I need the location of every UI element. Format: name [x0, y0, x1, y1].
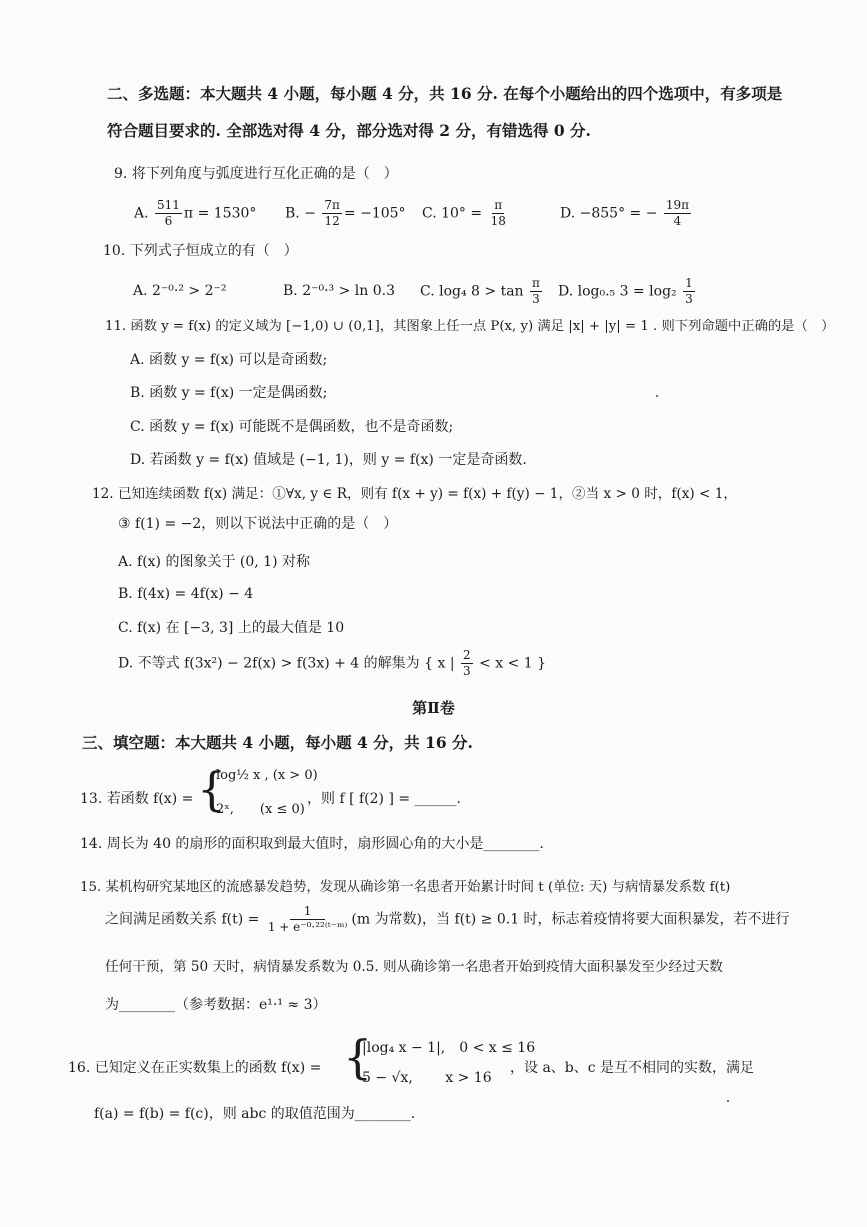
q9-c-fraction — [489, 198, 508, 229]
q15-fraction — [266, 904, 350, 935]
q15-line2 — [105, 904, 790, 935]
q15-fraction-den: 1 + e⁻⁰·²²⁽ᵗ⁻ᵐ⁾ — [267, 920, 348, 934]
q9-a-label: A. — [134, 205, 149, 222]
q9-b-label: B. − — [285, 205, 316, 222]
q12-option-a: A. f(x) 的图象关于 (0, 1) 对称 — [118, 554, 311, 570]
q16-case2: 5 − √x, x > 16 — [362, 1070, 492, 1086]
q16-line2: f(a) = f(b) = f(c)，则 abc 的取值范围为________. — [94, 1106, 416, 1122]
q10-d-num: 1 — [685, 276, 693, 290]
q11-option-a: A. 函数 y = f(x) 可以是奇函数; — [130, 352, 328, 368]
q10-c-fraction — [530, 276, 542, 307]
q9-a-num: 511 — [157, 198, 180, 212]
q12-d-den: 3 — [463, 664, 471, 678]
q13-brace: { — [197, 762, 227, 816]
q10-c-den: 3 — [532, 292, 540, 306]
part2-title: 第Ⅱ卷 — [412, 699, 455, 717]
q10-d-fraction — [683, 276, 695, 307]
q13-case2: 2ˣ, (x ≤ 0) — [216, 802, 305, 817]
q16-prefix: 16. 已知定义在正实数集上的函数 f(x) = — [68, 1060, 322, 1076]
q15-line2-prefix: 之间满足函数关系 f(t) = — [105, 911, 260, 928]
q9-a-tail: π = 1530° — [183, 205, 257, 222]
q15-line2-suffix: (m 为常数)，当 f(t) ≥ 0.1 时，标志着疫情将要大面积暴发，若不进行 — [351, 911, 790, 928]
q12-option-d — [118, 648, 546, 679]
q11-option-b: B. 函数 y = f(x) 一定是偶函数; — [130, 385, 328, 401]
q9-stem: 9. 将下列角度与弧度进行互化正确的是（ ） — [114, 166, 398, 182]
q11-stem: 11. 函数 y = f(x) 的定义域为 [−1,0) ∪ (0,1]，其图象上任一点 P(x, y) 满足 |x| + |y| = 1 . 则下列命题中正确的是（ ） — [105, 319, 835, 334]
q9-option-a — [134, 198, 256, 229]
q9-option-b — [285, 198, 406, 229]
q10-option-b: B. 2⁻⁰·³ > ln 0.3 — [283, 283, 395, 299]
q10-option-a: A. 2⁻⁰·² > 2⁻² — [133, 283, 227, 299]
q16-brace: { — [343, 1030, 373, 1084]
q10-d-den: 3 — [685, 292, 693, 306]
q11-option-c: C. 函数 y = f(x) 可能既不是偶函数，也不是奇函数; — [130, 419, 454, 435]
q13-prefix: 13. 若函数 f(x) = — [80, 791, 194, 807]
q9-d-fraction — [664, 198, 691, 229]
q15-line4: 为________（参考数据：e¹·¹ ≈ 3） — [105, 997, 327, 1013]
q13-suffix: ，则 f [ f(2) ] = ______. — [307, 791, 461, 807]
q16-case1: |log₄ x − 1|, 0 < x ≤ 16 — [362, 1040, 536, 1056]
q12-d-pre: D. 不等式 f(3x²) − 2f(x) > f(3x) + 4 的解集为 { x | — [118, 655, 455, 672]
q9-option-c — [422, 198, 510, 229]
q12-stem-line1: 12. 已知连续函数 f(x) 满足：①∀x, y ∈ R，则有 f(x + y) = f(x) + f(y) − 1，②当 x > 0 时，f(x) < 1， — [92, 486, 737, 502]
q9-b-num: 7π — [324, 198, 340, 212]
q9-c-num: π — [494, 198, 503, 212]
q10-d-label: D. log₀.₅ 3 = log₂ — [558, 283, 677, 300]
q12-stem-line2: ③ f(1) = −2，则以下说法中正确的是（ ） — [118, 516, 398, 532]
q11-option-d: D. 若函数 y = f(x) 值域是 (−1, 1)，则 y = f(x) 一定是奇函数. — [130, 452, 527, 468]
q14-text: 14. 周长为 40 的扇形的面积取到最大值时，扇形圆心角的大小是________. — [80, 836, 544, 852]
q10-c-label: C. log₄ 8 > tan — [420, 283, 524, 300]
scan-speck — [656, 395, 658, 397]
q10-option-d — [558, 276, 697, 307]
q9-b-tail: = −105° — [343, 205, 406, 222]
q9-b-den: 12 — [324, 214, 340, 228]
q12-option-c: C. f(x) 在 [−3, 3] 上的最大值是 10 — [118, 620, 345, 636]
section2-heading-line1: 二、多选题：本大题共 4 小题，每小题 4 分，共 16 分. 在每个小题给出的四个选项中，有多项是 — [107, 84, 783, 103]
q10-option-c — [420, 276, 544, 307]
q12-d-post: < x < 1 } — [479, 655, 547, 672]
q13-case1: log½ x , (x > 0) — [216, 768, 318, 783]
q16-suffix: ，设 a、b、c 是互不相同的实数，满足 — [510, 1060, 755, 1076]
q9-d-num: 19π — [665, 198, 690, 212]
q12-option-b: B. f(4x) = 4f(x) − 4 — [118, 586, 254, 602]
section2-heading-line2: 符合题目要求的. 全部选对得 4 分，部分选对得 2 分，有错选得 0 分. — [107, 121, 591, 140]
q15-line1: 15. 某机构研究某地区的流感暴发趋势，发现从确诊第一名患者开始累计时间 t (单位: 天) 与病情暴发系数 f(t) — [80, 880, 731, 895]
q15-line3: 任何干预，第 50 天时，病情暴发系数为 0.5. 则从确诊第一名患者开始到疫情大面积暴发至少经过天数 — [105, 959, 723, 975]
q9-a-den: 6 — [164, 214, 173, 228]
q12-d-fraction — [461, 648, 473, 679]
q10-c-num: π — [532, 276, 540, 290]
q10-stem: 10. 下列式子恒成立的有（ ） — [103, 243, 298, 259]
q9-b-fraction — [322, 198, 342, 229]
q9-option-d — [560, 198, 693, 229]
section3-heading: 三、填空题：本大题共 4 小题，每小题 4 分，共 16 分. — [82, 733, 473, 752]
q12-d-num: 2 — [463, 648, 471, 662]
q9-d-label: D. −855° = − — [560, 205, 658, 222]
q9-d-den: 4 — [673, 214, 682, 228]
q9-c-label: C. 10° = — [422, 205, 483, 222]
q15-fraction-num: 1 — [290, 904, 326, 920]
scan-speck — [727, 1100, 729, 1102]
q9-a-fraction — [155, 198, 182, 229]
q9-c-den: 18 — [490, 214, 506, 228]
